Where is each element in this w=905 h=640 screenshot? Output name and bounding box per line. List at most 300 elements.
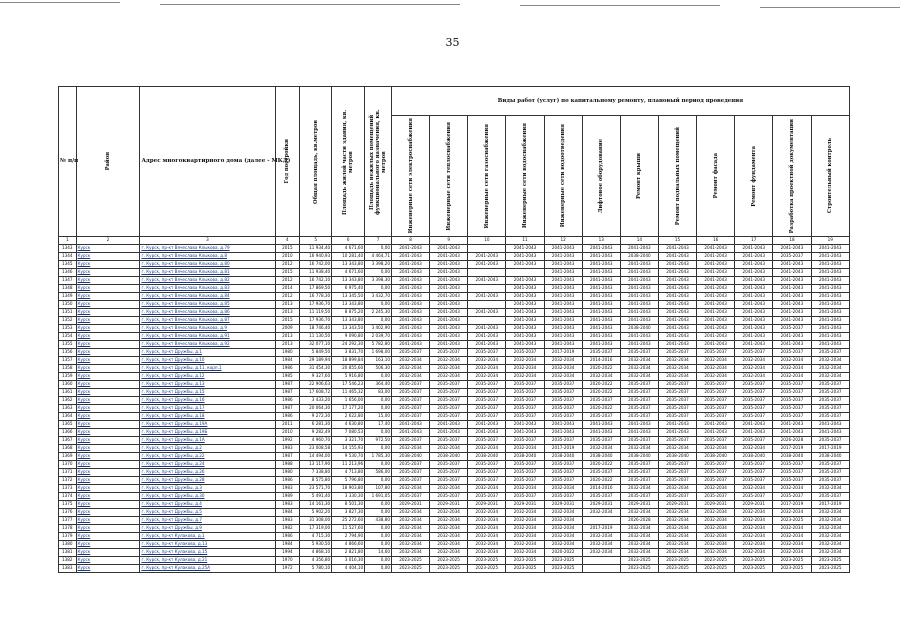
nonresidential-area-cell: 163,10 [365,357,392,365]
work-period-cell: 2032-2034 [582,549,620,557]
work-period-cell: 2041-2043 [697,317,735,325]
work-period-cell: 2032-2034 [544,533,582,541]
work-period-cell: 2041-2043 [811,293,849,301]
year-cell: 2013 [275,309,300,317]
work-period-cell: 2035-2037 [773,469,811,477]
row-number: 1380 [59,541,77,549]
work-period-cell: 2041-2043 [620,341,658,349]
total-area-cell: 20 064,30 [300,405,332,413]
work-period-cell: 2035-2037 [468,381,506,389]
work-period-cell: 2041-2043 [544,301,582,309]
total-area-cell: 9 327,60 [300,373,332,381]
table-row [59,381,850,389]
work-period-cell: 2041-2043 [506,245,544,253]
work-period-cell: 2032-2034 [430,525,468,533]
work-period-cell: 2041-2043 [620,245,658,253]
work-period-cell: 2029-2031 [544,501,582,509]
nonresidential-area-cell: 0,00 [365,429,392,437]
year-cell: 1983 [275,501,300,509]
work-period-cell: 2041-2043 [811,245,849,253]
work-period-cell: 2041-2043 [468,277,506,285]
work-period-cell: 2032-2034 [620,541,658,549]
work-period-cell: 2035-2037 [620,437,658,445]
work-period-cell: 2035-2037 [391,405,429,413]
district-cell: Курск [76,341,140,349]
nonresidential-area-cell: 17,40 [365,421,392,429]
nonresidential-area-cell: 0,00 [365,245,392,253]
work-period-cell: 2041-2043 [773,429,811,437]
work-period-cell: 2041-2043 [468,253,506,261]
work-period-cell: 2020-2022 [582,461,620,469]
work-period-cell: 2032-2034 [735,509,773,517]
work-period-cell: 2035-2037 [430,397,468,405]
address-cell: г. Курск, пр-кт Вячеслава Клыкова, д.92 [140,341,275,349]
district-cell: Курск [76,277,140,285]
total-area-cell: 5 491,40 [300,493,332,501]
work-period-cell: 2035-2037 [773,405,811,413]
address-cell: г. Курск, пр-кт Кулакова, д.21 [140,557,275,565]
work-period-cell: 2041-2043 [391,277,429,285]
district-cell: Курск [76,485,140,493]
year-cell: 1987 [275,453,300,461]
district-cell: Курск [76,349,140,357]
residential-area-cell: 18 899,84 [332,357,365,365]
district-cell: Курск [76,285,140,293]
work-period-cell: 2035-2037 [391,461,429,469]
work-period-cell: 2035-2037 [735,397,773,405]
work-period-cell: 2023-2025 [658,565,696,573]
row-number: 1372 [59,477,77,485]
work-period-cell: 2017-2019 [773,501,811,509]
work-period-cell: 2026-2028 [773,437,811,445]
work-period-cell: 2035-2037 [620,477,658,485]
work-period-cell: 2041-2043 [811,253,849,261]
year-cell: 1988 [275,461,300,469]
scan-border-artifact [0,0,905,10]
column-number-cell: 1 [59,237,77,245]
work-period-cell: 2035-2037 [735,405,773,413]
work-period-cell: 2041-2043 [430,341,468,349]
year-cell: 2015 [275,245,300,253]
work-period-cell: 2032-2034 [506,445,544,453]
work-period-cell: 2041-2043 [391,253,429,261]
address-cell: г. Курск, пр-кт Дружбы, д.13 [140,381,275,389]
work-period-cell: 2041-2043 [430,421,468,429]
work-period-cell: 2038-2040 [811,453,849,461]
address-cell: г. Курск, пр-кт Дружбы, д.15 [140,389,275,397]
work-period-cell: 2035-2037 [620,389,658,397]
work-period-cell: 2038-2040 [620,453,658,461]
work-period-cell: 2032-2034 [620,373,658,381]
year-cell: 1984 [275,357,300,365]
work-period-cell: 2032-2034 [544,373,582,381]
work-period-cell: 2032-2034 [735,357,773,365]
work-period-cell: 2041-2043 [506,285,544,293]
total-area-cell: 22 906,63 [300,381,332,389]
work-period-cell: 2041-2043 [811,333,849,341]
work-period-cell: 2023-2025 [735,565,773,573]
row-number: 1357 [59,357,77,365]
work-period-cell: 2035-2037 [582,349,620,357]
work-period-cell: 2032-2034 [658,525,696,533]
work-period-cell: 2017-2019 [582,525,620,533]
work-period-cell: 2035-2037 [391,493,429,501]
work-period-cell: 2035-2037 [773,349,811,357]
work-period-cell: 2038-2040 [620,325,658,333]
residential-area-cell: 9 090,80 [332,333,365,341]
work-period-cell: 2035-2037 [811,413,849,421]
district-cell: Курск [76,301,140,309]
total-area-cell: 11 938,40 [300,269,332,277]
work-period-cell: 2032-2034 [773,549,811,557]
year-cell: 1987 [275,389,300,397]
work-period-cell: 2041-2043 [620,309,658,317]
work-period-cell: 2035-2037 [582,437,620,445]
work-period-cell: 2035-2037 [697,389,735,397]
work-period-cell: 2041-2043 [735,269,773,277]
work-period-cell: 2032-2034 [506,509,544,517]
work-period-cell: 2035-2037 [391,389,429,397]
year-cell: 1987 [275,405,300,413]
work-period-cell: 2035-2037 [773,389,811,397]
work-period-cell: 2032-2034 [506,549,544,557]
residential-area-cell: 3 016,30 [332,557,365,565]
year-cell: 1984 [275,509,300,517]
residential-area-cell: 18 903,80 [332,485,365,493]
work-period-cell: 2041-2043 [811,421,849,429]
work-period-cell: 2032-2034 [544,365,582,373]
total-area-cell: 8 575,80 [300,477,332,485]
work-period-cell: 2014-2016 [582,485,620,493]
work-period-cell: 2041-2043 [430,269,468,277]
work-period-cell: 2041-2043 [658,245,696,253]
year-cell: 2012 [275,261,300,269]
nonresidential-area-cell: 0,00 [365,285,392,293]
row-number: 1382 [59,557,77,565]
work-period-cell: 2035-2037 [697,461,735,469]
year-cell: 1986 [275,533,300,541]
residential-area-cell: 3 831,70 [332,349,365,357]
work-period-cell: 2041-2043 [582,309,620,317]
work-period-cell: 2035-2037 [773,325,811,333]
row-number: 1365 [59,421,77,429]
work-period-cell: 2041-2043 [506,293,544,301]
work-period-cell: 2035-2037 [468,477,506,485]
work-period-cell: 2041-2043 [582,285,620,293]
work-period-cell: 2035-2037 [658,389,696,397]
work-period-cell: 2029-2031 [620,501,658,509]
row-number: 1349 [59,293,77,301]
work-period-cell: 2035-2037 [773,253,811,261]
work-period-cell: 2041-2043 [811,429,849,437]
work-period-cell: 2023-2025 [544,557,582,565]
total-area-cell: 4 715,30 [300,533,332,541]
table-row [59,533,850,541]
work-period-cell: 2035-2037 [391,413,429,421]
table-row [59,525,850,533]
work-period-cell: 2023-2025 [506,557,544,565]
work-period-cell: 2032-2034 [468,485,506,493]
district-cell: Курск [76,357,140,365]
work-period-cell: 2032-2034 [468,365,506,373]
work-period-cell: 2041-2043 [544,277,582,285]
work-period-cell: 2041-2043 [544,421,582,429]
work-period-cell: 2032-2034 [468,533,506,541]
district-cell: Курск [76,525,140,533]
work-period-cell: 2041-2043 [773,261,811,269]
work-period-cell: 2035-2037 [620,493,658,501]
work-period-cell: 2035-2037 [506,349,544,357]
table-row [59,541,850,549]
header-nonresidential-area: Площадь нежилых помещений функционального назначения, кв. метров [365,87,392,237]
address-cell: г. Курск, пр-кт Дружбы, д.9 [140,525,275,533]
work-period-cell: 2032-2034 [620,357,658,365]
work-period-cell: 2035-2037 [697,413,735,421]
residential-area-cell: 4 713,80 [332,469,365,477]
work-period-cell: 2041-2043 [391,293,429,301]
row-number: 1378 [59,525,77,533]
work-period-cell: 2041-2043 [735,253,773,261]
row-number: 1343 [59,245,77,253]
work-period-cell: 2032-2034 [620,549,658,557]
nonresidential-area-cell: 506,30 [365,365,392,373]
address-cell: г. Курск, пр-кт Вячеслава Клыкова, д.83 [140,285,275,293]
address-cell: г. Курск, пр-кт Кулакова, д.1 [140,533,275,541]
work-period-cell: 2035-2037 [430,405,468,413]
work-period-cell: 2041-2043 [582,341,620,349]
work-period-cell: 2041-2043 [430,261,468,269]
table-row [59,413,850,421]
work-period-cell: 2041-2043 [735,317,773,325]
work-period-cell: 2017-2019 [811,445,849,453]
work-period-cell: 2035-2037 [735,469,773,477]
work-period-cell: 2029-2031 [430,501,468,509]
residential-area-cell: 17 546,23 [332,381,365,389]
year-cell: 2013 [275,301,300,309]
district-cell: Курск [76,333,140,341]
work-period-cell: 2038-2040 [582,453,620,461]
work-period-cell: 2041-2043 [697,261,735,269]
address-cell: г. Курск, пр-кт Дружбы, д.3 [140,485,275,493]
address-cell: г. Курск, пр-кт Дружбы, д.19Б [140,429,275,437]
column-number-cell: 9 [430,237,468,245]
row-number: 1345 [59,261,77,269]
row-number: 1351 [59,309,77,317]
work-period-cell: 2041-2043 [811,301,849,309]
address-cell: г. Курск, пр-кт Дружбы, д.17 [140,405,275,413]
work-period-cell: 2041-2043 [582,429,620,437]
work-period-cell: 2041-2043 [697,341,735,349]
year-cell: 1972 [275,565,300,573]
work-period-cell: 2032-2034 [468,509,506,517]
header-district: Район [76,87,140,237]
address-cell: г. Курск, пр-кт Дружбы, д.26 [140,469,275,477]
work-period-cell: 2020-2022 [582,405,620,413]
work-period-cell: 2032-2034 [735,373,773,381]
district-cell: Курск [76,373,140,381]
nonresidential-area-cell: 3 402,90 [365,325,392,333]
work-period-cell: 2041-2043 [620,269,658,277]
work-period-cell: 2041-2043 [697,309,735,317]
work-period-cell: 2035-2037 [468,461,506,469]
address-cell: г. Курск, пр-кт Кулакова, д.15 [140,549,275,557]
work-period-cell: 2041-2043 [735,261,773,269]
year-cell: 1984 [275,541,300,549]
work-period-cell: 2032-2034 [658,549,696,557]
table-row [59,245,850,253]
work-period-cell: 2041-2043 [735,429,773,437]
work-period-cell: 2032-2034 [544,525,582,533]
work-period-cell: 2023-2025 [773,517,811,525]
address-cell: г. Курск, пр-кт Вячеслава Клыкова, д.81 [140,269,275,277]
nonresidential-area-cell: 1 698,00 [365,349,392,357]
work-period-cell: 2032-2034 [391,365,429,373]
work-period-cell: 2023-2025 [620,565,658,573]
work-period-cell: 2035-2037 [620,405,658,413]
address-cell: г. Курск, пр-кт Вячеслава Клыкова, д.87 [140,317,275,325]
work-period-cell: 2035-2037 [773,461,811,469]
work-period-cell: 2035-2037 [811,397,849,405]
work-period-cell: 2041-2043 [735,341,773,349]
address-cell: г. Курск, пр-кт Вячеслава Клыкова, д.82 [140,277,275,285]
work-period-cell: 2032-2034 [658,485,696,493]
work-period-cell: 2041-2043 [468,293,506,301]
work-period-cell: 2041-2043 [582,261,620,269]
work-period-cell: 2041-2043 [544,261,582,269]
header-work-water: Инженерные сети водоснабжения [506,116,544,237]
table-row [59,301,850,309]
work-period-cell: 2041-2043 [506,301,544,309]
column-number-cell: 16 [697,237,735,245]
work-period-cell: 2032-2034 [582,373,620,381]
nonresidential-area-cell: 2 039,70 [365,333,392,341]
header-work-construction-control: Строительный контроль [811,116,849,237]
work-period-cell: 2032-2034 [620,445,658,453]
year-cell: 2015 [275,269,300,277]
address-cell: г. Курск, пр-кт Дружбы, д.1А [140,437,275,445]
work-period-cell: 2041-2043 [544,341,582,349]
work-period-cell: 2032-2034 [811,485,849,493]
work-period-cell: 2041-2043 [773,421,811,429]
nonresidential-area-cell: 586,00 [365,469,392,477]
header-total-area: Общая площадь, кв.метров [300,87,332,237]
work-period-cell [468,269,506,277]
district-cell: Курск [76,381,140,389]
work-period-cell: 2032-2034 [620,533,658,541]
table-row [59,517,850,525]
address-cell: г. Курск, пр-кт Дружбы, д.30 [140,493,275,501]
work-period-cell: 2041-2043 [544,317,582,325]
work-period-cell: 2032-2034 [658,533,696,541]
work-period-cell: 2041-2043 [620,285,658,293]
work-period-cell: 2035-2037 [544,381,582,389]
work-period-cell: 2032-2034 [811,533,849,541]
work-period-cell: 2032-2034 [735,365,773,373]
address-cell: г. Курск, пр-кт Вячеслава Клыкова, д.9 [140,325,275,333]
table-row [59,549,850,557]
work-period-cell: 2032-2034 [658,357,696,365]
nonresidential-area-cell: 15,00 [365,413,392,421]
column-number-cell: 11 [506,237,544,245]
work-period-cell: 2035-2037 [544,477,582,485]
work-period-cell: 2029-2031 [468,501,506,509]
work-period-cell: 2032-2034 [468,541,506,549]
work-period-cell: 2032-2034 [468,445,506,453]
work-period-cell: 2041-2043 [430,429,468,437]
row-number: 1381 [59,549,77,557]
year-cell: 1985 [275,373,300,381]
work-period-cell: 2041-2043 [430,293,468,301]
work-period-cell: 2041-2043 [544,285,582,293]
district-cell: Курск [76,557,140,565]
nonresidential-area-cell: 107,80 [365,485,392,493]
work-period-cell: 2035-2037 [544,405,582,413]
work-period-cell: 2020-2022 [582,477,620,485]
work-period-cell: 2041-2043 [735,301,773,309]
work-period-cell: 2041-2043 [582,245,620,253]
row-number: 1375 [59,501,77,509]
row-number: 1360 [59,381,77,389]
nonresidential-area-cell: 4 464,71 [365,253,392,261]
work-period-cell: 2041-2043 [468,309,506,317]
column-number-cell: 12 [544,237,582,245]
work-period-cell: 2035-2037 [735,477,773,485]
district-cell: Курск [76,253,140,261]
year-cell: 1980 [275,349,300,357]
work-period-cell: 2032-2034 [735,445,773,453]
district-cell: Курск [76,477,140,485]
district-cell: Курск [76,437,140,445]
nonresidential-area-cell: 83,00 [365,389,392,397]
work-period-cell: 2041-2043 [582,301,620,309]
nonresidential-area-cell: 2 245,30 [365,309,392,317]
nonresidential-area-cell: 0,00 [365,477,392,485]
work-period-cell: 2035-2037 [620,397,658,405]
work-period-cell: 2035-2037 [430,349,468,357]
district-cell: Курск [76,325,140,333]
nonresidential-area-cell: 14,60 [365,549,392,557]
work-period-cell: 2041-2043 [544,269,582,277]
table-row [59,397,850,405]
column-number-cell: 17 [735,237,773,245]
total-area-cell: 23 008,58 [300,445,332,453]
nonresidential-area-cell: 0,00 [365,373,392,381]
work-period-cell: 2032-2034 [391,373,429,381]
work-period-cell: 2035-2037 [658,469,696,477]
table-row [59,357,850,365]
total-area-cell: 11 119,50 [300,309,332,317]
work-period-cell: 2041-2043 [544,333,582,341]
work-period-cell: 2041-2043 [430,317,468,325]
work-period-cell: 2035-2037 [430,469,468,477]
work-period-cell: 2041-2043 [773,293,811,301]
work-period-cell: 2035-2037 [430,461,468,469]
row-number: 1370 [59,461,77,469]
header-work-foundation: Ремонт фундамента [735,116,773,237]
total-area-cell: 4 960,70 [300,437,332,445]
district-cell: Курск [76,261,140,269]
work-period-cell: 2035-2037 [430,389,468,397]
total-area-cell: 4 356,80 [300,557,332,565]
work-period-cell: 2035-2037 [506,477,544,485]
work-period-cell: 2041-2043 [658,429,696,437]
year-cell: 1983 [275,485,300,493]
district-cell: Курск [76,405,140,413]
work-period-cell: 2035-2037 [468,437,506,445]
district-cell: Курск [76,293,140,301]
total-area-cell: 16 742,00 [300,261,332,269]
work-period-cell: 2041-2043 [582,317,620,325]
